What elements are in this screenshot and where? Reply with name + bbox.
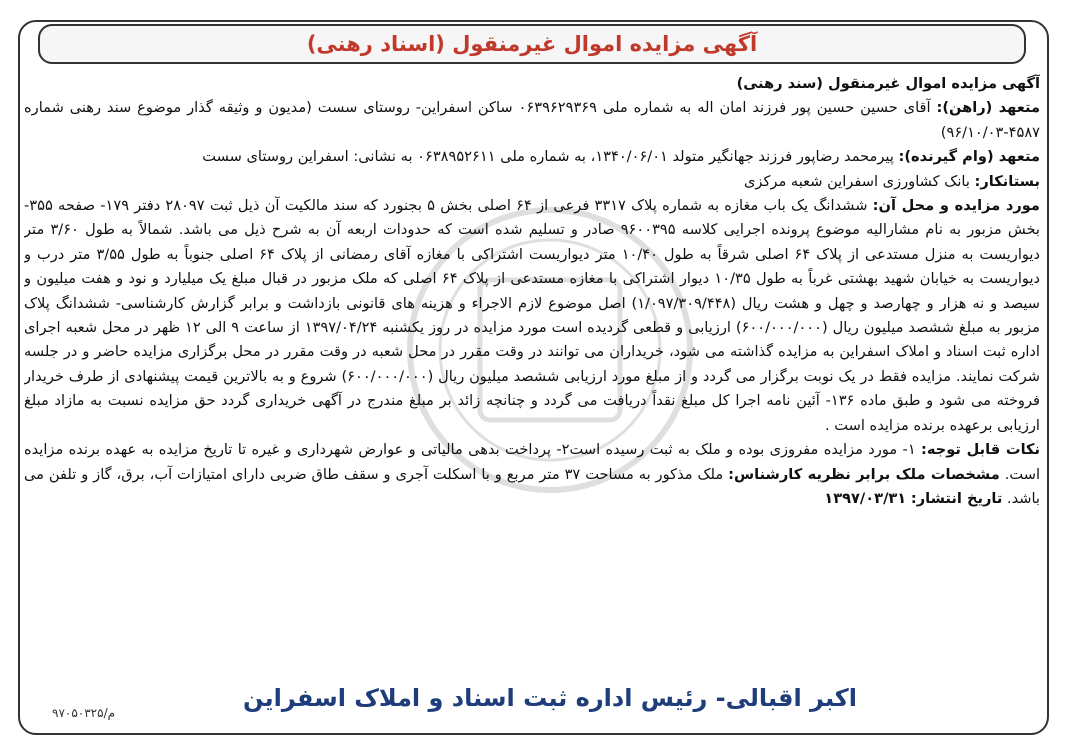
notes-label: نکات قابل توجه:: [920, 441, 1040, 459]
notice-heading: آگهی مزایده اموال غیرمنقول (سند رهنی): [736, 75, 1040, 92]
publish-date: ۱۳۹۷/۰۳/۳۱: [824, 489, 907, 507]
notice-body: [24, 72, 1040, 672]
creditor-text: بانک کشاورزی اسفراین شعبه مرکزی: [744, 172, 970, 190]
notes-paragraph: [24, 438, 1040, 511]
debtor-text: آقای حسین حسین پور فرزند امان اله به شماره ملی ۰۶۳۹۶۲۹۳۶۹ ساکن اسفراین- روستای سست (مدیون و وثیقه گذار موضوع سند رهنی شماره ۴۵۸۷-۹۶/۱۰/۰۳): [24, 99, 1040, 141]
notes-text: ۱- مورد مزایده مفروزی بوده و ملک به ثبت رسیده است۲- پرداخت بدهی مالیاتی و عوارض شهرداری و غیره تا تاریخ مزایده به عهده برنده مزایده است.: [24, 441, 1040, 483]
creditor-paragraph: [24, 170, 1040, 194]
notice-code: ۹۷۰۵۰۳۲۵/م: [52, 706, 116, 720]
subject-label: مورد مزایده و محل آن:: [872, 197, 1040, 215]
debtor-label: متعهد (راهن):: [936, 99, 1040, 117]
borrower-paragraph: [24, 145, 1040, 169]
title-banner: [38, 24, 1026, 64]
subject-paragraph: [24, 194, 1040, 438]
publish-date-label: تاریخ انتشار:: [910, 489, 1003, 507]
creditor-label: بستانکار:: [974, 172, 1040, 190]
debtor-paragraph: [24, 96, 1040, 145]
signature-line: اکبر اقبالی- رئیس اداره ثبت اسناد و املاک اسفراین: [243, 684, 857, 712]
borrower-label: متعهد (وام گیرنده):: [898, 148, 1040, 166]
notice-title: آگهی مزایده اموال غیرمنقول (اسناد رهنی): [306, 32, 758, 56]
specs-text: ملک مذکور به مساحت ۳۷ متر مربع و با اسکلت آجری و سقف طاق ضربی دارای امتیازات آب، برق، گاز و تلفن می باشد.: [24, 465, 1040, 507]
borrower-text: پیرمحمد رضاپور فرزند جهانگیر متولد ۱۳۴۰/۰۶/۰۱، به شماره ملی ۰۶۳۸۹۵۲۶۱۱ به نشانی: اسفراین روستای سست: [202, 148, 894, 166]
subject-text: ششدانگ یک باب مغازه به شماره پلاک ۳۳۱۷ فرعی از ۶۴ اصلی بخش ۵ بجنورد که سند مالکیت آن ذیل ثبت ۲۸۰۹۷ دفتر ۱۷۹- صفحه ۳۵۵- بخش مزبور به نام مشارالیه موضوع پرونده اجرایی کلاسه ۹۶۰۰۳۹۵ صادر و تسلیم شده است که حدودات اربعه آن به شرح ذیل می باشد. شمالاً به طول ۳/۶۰ متر دیواریست به منزل مستدعی از پلاک ۶۴ اصلی شرقاً به طول ۱۰/۴۰ متر دیواریست اشتراکی با مغازه آقای رمضانی از پلاک ۶۴ اصلی جنوباً به طول ۳/۵۵ متر درب و دیواریست به خیابان شهید بهشتی غرباً به طول ۱۰/۳۵ دیوار اشتراکی با مغازه مستدعی از پلاک ۶۴ اصلی که ملک مزبور در قبال مبلغ یک میلیارد و نود و هفت میلیون و سیصد و نه هزار و چهارصد و چهل و هشت ریال (۱/۰۹۷/۳۰۹/۴۴۸) اصل موضوع لازم الاجراء و هزینه های قانونی بازداشت و برابر گزارش کارشناسی- ششدانگ پلاک مزبور به مبلغ ششصد میلیون ریال (۶۰۰/۰۰۰/۰۰۰) ارزیابی و قطعی گردیده است مورد مزایده در روز یکشنبه ۱۳۹۷/۰۴/۲۴ از ساعت ۹ الی ۱۲ ظهر در محل شعبه اجرای اداره ثبت اسناد و املاک اسفراین به مزایده گذاشته می شود، خریداران می توانند در وقت مقرر در محل شعبه در وقت مقرر در محل برگزاری مزایده حاضر و در جلسه شرکت نمایند. مزایده فقط در یک نوبت برگزار می گردد و از مبلغ مورد ارزیابی ششصد میلیون ریال (۶۰۰/۰۰۰/۰۰۰) شروع و به بالاترین قیمت پیشنهادی از طرف خریدار فروخته می شود و طبق ماده ۱۳۶- آئین نامه اجرا کل مبلغ نقداً دریافت می گردد و چنانچه زائد بر مبلغ مندرج در آگهی خریداری گردد حق مزایده نسبت به مازاد مبلغ ارزیابی برعهده برنده مزایده است .: [24, 197, 1040, 434]
specs-label: مشخصات ملک برابر نظریه کارشناس:: [728, 465, 1000, 483]
